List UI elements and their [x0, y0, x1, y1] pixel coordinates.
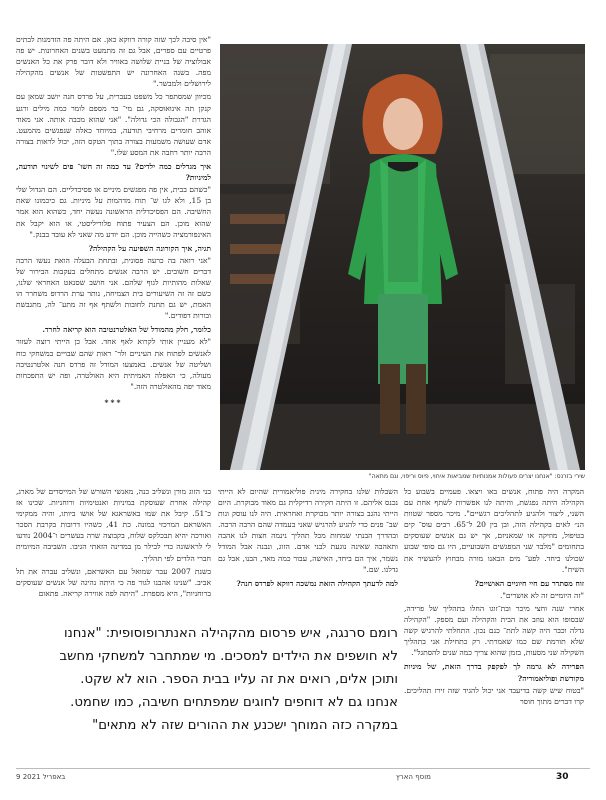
article-column-bottom-left [16, 486, 211, 614]
pull-quote [16, 622, 398, 766]
paragraph: "זה היומיים זה לא אושרים". [500, 590, 584, 600]
paragraph: אחרי שנה וחצי מיכר ובת־זוגו החלו בתהליך של פרידה, שבסופו הוא עוזב את הבית והקהילה ועם מספק. "הקהילה גדלה וכבר היה קשה לתת־ כנם נכון. התחלתי להרגיש קשה שלא תורמת שם כמו שאמרתי. רק כתחילת אני בתהליך השקילה שני מסעות, בזמן שהוא צריך כמה שנים להסתגל". [404, 603, 584, 658]
page-number: 30 [556, 772, 569, 782]
photo-caption: שירי בזרנס: "אנחנו יצרים פעולות אמנותיות שמביאות איחוי, פיוס וריפוי, וגם מתאה" [368, 473, 585, 480]
paragraph: "בטוח שיש קשה בדיעבד אני יכול להגיד שזה זירז תהליכים. קרו דברים מתוך חוסר [404, 685, 584, 706]
interview-question: הפרידה לא גרמה לך לפקפק בדרך הזאת, של מיניות מקודשת ופוליאמוריה? [404, 662, 584, 683]
pull-quote-line: אנחנו גם לא דוחפים לחוגים שמפתחים חשיבה, כמו שחמט. [70, 695, 398, 710]
paragraph: "כשהם בבית, אין פה מפגשים מיניים או פסיכדליים. הם הגדול שלי בן 15, ולא לגו ש־ תוח מדהמות על מיניות. גם כיכמונו שאת החשיבה. הם הפסיכדלית הראשונה נעשה יחד, כשהוא הוא אמר שהוא מוכן. הם הצעיר פתוח פלוריליסטי, או הוא יקבל את האינפורמציה כשהייה מוכן. הם יודע מה שאני לא עובד בבנק." [16, 185, 211, 239]
article-column-bottom-right [404, 486, 584, 786]
magazine-name: מוסף הארץ [396, 773, 431, 781]
article-column-bottom-middle [218, 486, 398, 622]
pull-quote-line: במקרה כזה המוחך ישכנע את ההורים שזה לא מתאים" [92, 718, 398, 733]
paragraph: "לא מעניין אותי לקרוא לאף אחד. אבל כן הייתי רוצה לעזור לאנשים לפתוח את העיניים ולר־ ראות שהם שבויים במשחקי כוח ושליטה של אנשים. באמצעו המודל זה פרדס חנה אלטרנטיבה מעולה, כי האפלה האמיתית היא האולטרה, ופה יש התפכחות מאוד יפה מהאולטרה הזה." [16, 337, 211, 391]
interview-question: זוח מסתדר עם חיי חיוניים האושיים? [474, 578, 584, 588]
interview-question: תגיה, איך הקורונה השפיעה על הקהילה? [88, 243, 211, 253]
article-column-left [16, 34, 211, 478]
interview-question: למה לדעתך הקהילה הזאת נמשכה דווקא לפרדס חנה? [236, 578, 398, 588]
section-separator: *** [104, 397, 123, 407]
paragraph: "אין סיבה לכך שזה קורה דווקא כאן. אם היתה פה הזדמנות לבתים פרטיים עם ספרים, אבל גם זה מתמעט בשנים האחרונות. יש פה אבולוציה של בניית שלושה באוויר ולא דובר פרק את כל האנשים מפה. בשנה האחרונה יש התפשטות של אנשים מהקהילה לירושלים ולמבשר." [16, 35, 211, 89]
interview-question: כלומר, חלק מהמודל של האלטרנטיבה הוא קריאה לחרד. [42, 325, 211, 335]
paragraph: המקרה היה פתוח, אנשים באו ויצאו. פעמיים בשבוע כל הקהילה היתה נפגשת, והיתה לנו אפשרות לשתף אחת עם השני, ליצור ולהגיע לתהליכים רגשיים". מיכר מספר שטוות הנ״ לאים בקהילה הזה, ובן בין 20 ל־65. רבים עוס־ קים בטיפול, מוזיקה או שמאניזם, אך יש גם אנשים שעוסקים בתחומים "מלבד שני המפגשים השבועיים, היו גם סופי שבוע שכולנו ביחד. לפע־ מים הבאנו מורה מבחוץ להעשיר את השיח". [404, 487, 584, 574]
paragraph: בני הזוג מורן ונשליב כנה, מאנשי השורש של המייסדים של מארג, קהילה אחרת שעוסקת במיניות ואנטימיות ורוחניות. שכינו אז כ־51. קיבל את שמו באשראגא של אושו ביותו, והיה ממקימי האשראם המרכזי במונה. כת 41, כשהיו דרובות בקרבת הסכר ואורכה יהיא תבכלקס שלוח, בקבוצה שרה בעשרים ו־2004 נודעו לי לראשונה כדי לבילר מן במדינה הזאתי הגיבו. השביבה המיומית חברי הלדים לפי תהליך. [16, 487, 211, 563]
photo-illustration [220, 44, 585, 470]
page-footer [16, 770, 590, 784]
pull-quote-line: ותוכן אלים, רואים את זה עליו בבית הספר. הוא לא שקט. [80, 672, 398, 687]
footer-divider [16, 768, 590, 769]
article-photo [220, 44, 585, 470]
paragraph: מכיוון שמסתפר כל משפט בעברית, על פרדס חנה יושב שמאן עם קנקן תה אינוּאוּסקה, גם מי־ בר מספם לומר כמה מילים ורגע הגדרת "הגבולה הכי גדולה". "אני שהוא מכבה אותה. אני מאוד אוהב חומרים מרחיבי תודעה, במיוחד כאלה שנפגשים מהמעט. אדם שעושה משמעות בצורה בתוך הטקס הזה, יכול לראות בצורה הרבה יותר רחבה את המסע שלו." [16, 92, 211, 157]
interview-question: איך מגדלים כמה ילדים? עד כמה זה חשו־ פים לשינוי תודעה, למיניות? [16, 162, 211, 183]
paragraph: בשנת 2007 עבר שמואל עם האשראם, ונשליב עברה את תל אביב. "שנינו אהבנו לגור פה כי היתה נהיגה של אנשים שעוסקים ברוחניות", היא מספרת. "היתה לפה אווירה קריאה. פתאום [16, 566, 211, 598]
paragraph: השבלות שלנו בחקירה מינית פוליאמורית שהיום לא הייתי נכנס אליהם. זו היתה חקירה רדיקלית גם מאוד מבוקרת. היום הייתי נהגב בצורה יותר מבוקרת ואחראית. היה לנו עוסק ונות שב־ פנים כדי להגיע להרגיש שאני בעמדה שהם הרבה הרבה. ובהדרך הבנתי שמחות מכל תהליך נינמה חצות לנו אהבה ותאהבה שאינה נוגעת לבני אדם. הזוג, ונבנה אבל המודל נשמר, איך הם ביחד, האישה, עבור כמה מאד, הבנו, אבל גם גדלנו. שם." [218, 487, 398, 574]
paragraph: "אני רואה בה כרעה פסונית, ובתחת הבעלה הואת נעשו הרבה דברים חשובים. יש הרבה אנשים מתחלים בעקבות הבירור של שאלות מהותיות לגוף שלהם. אני חושב שסנאט האחראי שלנו, כשם זה זה השיעורים בית הצמיחה, נותר ערת הרדופ משחרר הו האמת, יש גם תחנת לחובות ולשתף אף זה מתע־ לה, מתגבשת ובורות דפודים." [16, 255, 211, 321]
pull-quote-line: רומם סרנגה, איש פרסום מהקהילה האנתרופוסופית: "אנחנו [63, 626, 398, 641]
pull-quote-line: לא חושפים את הילדים למסכים. מי שמתחבר למשחקי מחשב [59, 649, 398, 664]
issue-date: 9 באפריל 2021 [16, 773, 66, 781]
